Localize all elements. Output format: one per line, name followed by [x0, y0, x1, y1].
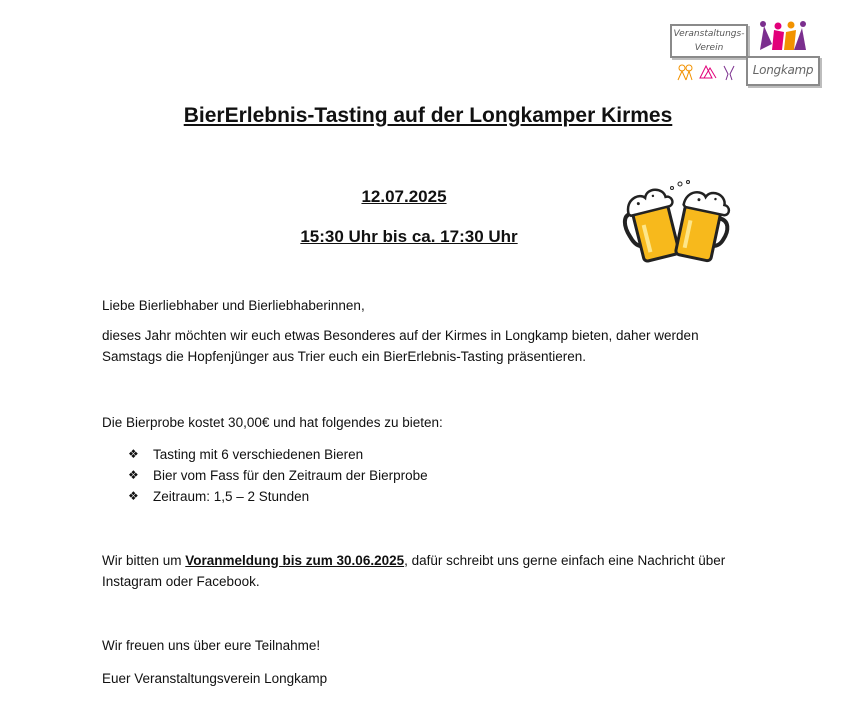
- event-date: 12.07.2025: [361, 187, 447, 206]
- offer-list: [128, 444, 428, 507]
- bullet-diamond-icon: ❖: [128, 489, 139, 503]
- registration-deadline: Voranmeldung bis zum 30.06.2025: [185, 553, 405, 568]
- page-title: BierErlebnis-Tasting auf der Longkamper Kirmes: [183, 104, 673, 127]
- organization-logo: [668, 18, 820, 90]
- logo-text-box: [670, 24, 748, 58]
- intro-paragraph: dieses Jahr möchten wir euch etwas Besonderes auf der Kirmes in Longkamp bieten, daher werden Samstags die Hopfenjünger aus Trier euch ein BierErlebnis-Tasting präsentieren.: [102, 328, 699, 364]
- list-item-text: Zeitraum: 1,5 – 2 Stunden: [153, 489, 310, 504]
- list-item-text: Tasting mit 6 verschiedenen Bieren: [153, 447, 364, 462]
- bullet-diamond-icon: ❖: [128, 447, 139, 461]
- registration-after: , dafür schreibt uns gerne einfach eine Nachricht über Instagram oder Facebook.: [102, 553, 726, 589]
- bullet-diamond-icon: ❖: [128, 468, 139, 482]
- logo-line2: Verein: [694, 43, 724, 53]
- offer-intro: Die Bierprobe kostet 30,00€ und hat folgendes zu bieten:: [102, 415, 443, 430]
- logo-activity-icons: [676, 60, 742, 82]
- logo-people-icon: [756, 20, 812, 54]
- logo-brand: Longkamp: [752, 63, 814, 77]
- signature: Euer Veranstaltungsverein Longkamp: [102, 671, 328, 686]
- list-item: [128, 444, 428, 465]
- closing-line: Wir freuen uns über eure Teilnahme!: [102, 638, 321, 653]
- list-item: [128, 465, 428, 486]
- beer-mugs-icon: [622, 178, 732, 278]
- greeting: Liebe Bierliebhaber und Bierliebhaberinnen,: [102, 298, 365, 313]
- registration-before: Wir bitten um: [102, 553, 186, 568]
- list-item-text: Bier vom Fass für den Zeitraum der Bierprobe: [153, 468, 428, 483]
- logo-line1: Veranstaltungs-: [673, 29, 745, 39]
- event-time: 15:30 Uhr bis ca. 17:30 Uhr: [300, 227, 518, 246]
- logo-brand-box: [746, 56, 820, 86]
- list-item: [128, 486, 428, 507]
- registration-paragraph: [102, 550, 762, 592]
